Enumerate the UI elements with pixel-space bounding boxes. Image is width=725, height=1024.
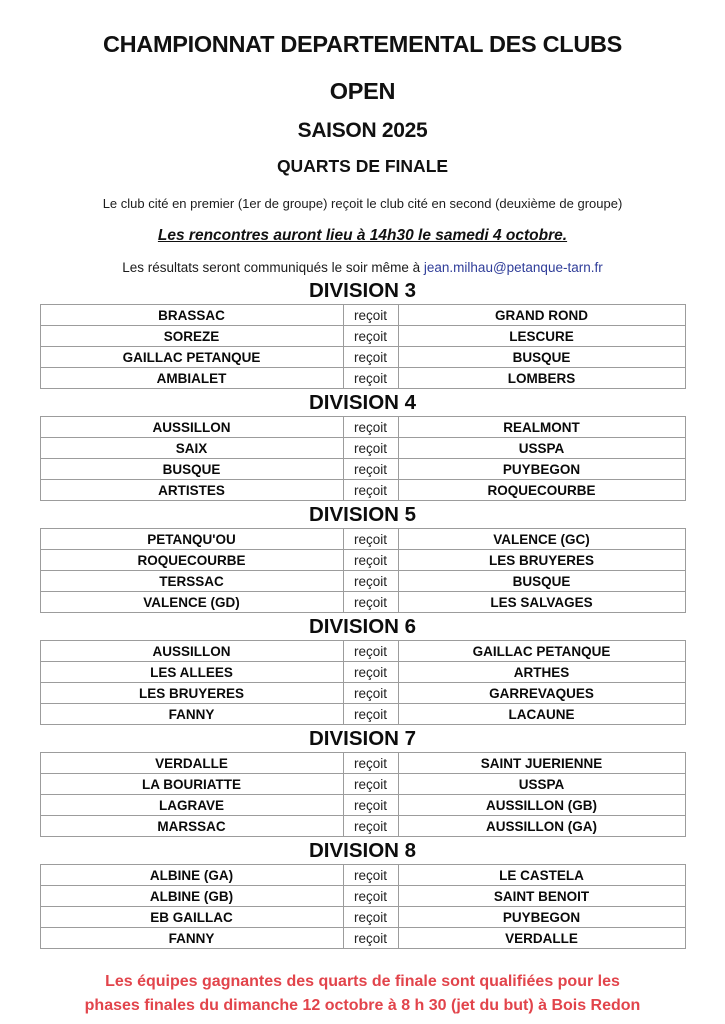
receives-cell: reçoit bbox=[343, 305, 398, 326]
receives-cell: reçoit bbox=[343, 592, 398, 613]
receives-cell: reçoit bbox=[343, 683, 398, 704]
away-club-cell: LES SALVAGES bbox=[398, 592, 685, 613]
division-section bbox=[0, 839, 725, 949]
receives-cell: reçoit bbox=[343, 795, 398, 816]
footer-line1: Les équipes gagnantes des quarts de finale sont qualifiées pour les bbox=[105, 973, 620, 990]
table-row bbox=[40, 305, 685, 326]
home-club-cell: BUSQUE bbox=[40, 459, 343, 480]
table-row bbox=[40, 529, 685, 550]
table-row bbox=[40, 326, 685, 347]
results-prefix: Les résultats seront communiqués le soir même à bbox=[122, 260, 424, 275]
table-row bbox=[40, 641, 685, 662]
footer-note bbox=[0, 970, 725, 1018]
home-club-cell: LES ALLEES bbox=[40, 662, 343, 683]
table-row bbox=[40, 795, 685, 816]
home-club-cell: ALBINE (GB) bbox=[40, 886, 343, 907]
home-club-cell: GAILLAC PETANQUE bbox=[40, 347, 343, 368]
home-club-cell: LAGRAVE bbox=[40, 795, 343, 816]
table-row bbox=[40, 704, 685, 725]
away-club-cell: PUYBEGON bbox=[398, 907, 685, 928]
away-club-cell: GAILLAC PETANQUE bbox=[398, 641, 685, 662]
away-club-cell: AUSSILLON (GB) bbox=[398, 795, 685, 816]
table-row bbox=[40, 592, 685, 613]
table-row bbox=[40, 753, 685, 774]
away-club-cell: LES BRUYERES bbox=[398, 550, 685, 571]
away-club-cell: ROQUECOURBE bbox=[398, 480, 685, 501]
table-row bbox=[40, 865, 685, 886]
match-table bbox=[40, 304, 686, 389]
table-row bbox=[40, 571, 685, 592]
away-club-cell: GARREVAQUES bbox=[398, 683, 685, 704]
table-row bbox=[40, 662, 685, 683]
table-row bbox=[40, 907, 685, 928]
match-table bbox=[40, 752, 686, 837]
page-title: CHAMPIONNAT DEPARTEMENTAL DES CLUBS bbox=[102, 31, 623, 57]
note-text: Le club cité en premier (1er de groupe) reçoit le club cité en second (deuxième de groupe) bbox=[102, 196, 623, 211]
table-row bbox=[40, 550, 685, 571]
table-row bbox=[40, 928, 685, 949]
email-link[interactable]: jean.milhau@petanque-tarn.fr bbox=[423, 260, 603, 275]
receives-cell: reçoit bbox=[343, 480, 398, 501]
home-club-cell: ROQUECOURBE bbox=[40, 550, 343, 571]
receives-cell: reçoit bbox=[343, 347, 398, 368]
home-club-cell: LA BOURIATTE bbox=[40, 774, 343, 795]
away-club-cell: USSPA bbox=[398, 438, 685, 459]
receives-cell: reçoit bbox=[343, 550, 398, 571]
division-heading: DIVISION 4 bbox=[308, 391, 417, 414]
receives-cell: reçoit bbox=[343, 529, 398, 550]
away-club-cell: AUSSILLON (GA) bbox=[398, 816, 685, 837]
table-row bbox=[40, 683, 685, 704]
home-club-cell: PETANQU'OU bbox=[40, 529, 343, 550]
receives-cell: reçoit bbox=[343, 641, 398, 662]
home-club-cell: ARTISTES bbox=[40, 480, 343, 501]
away-club-cell: BUSQUE bbox=[398, 571, 685, 592]
table-row bbox=[40, 459, 685, 480]
away-club-cell: SAINT BENOIT bbox=[398, 886, 685, 907]
table-row bbox=[40, 368, 685, 389]
receives-cell: reçoit bbox=[343, 774, 398, 795]
home-club-cell: VERDALLE bbox=[40, 753, 343, 774]
away-club-cell: LOMBERS bbox=[398, 368, 685, 389]
home-club-cell: VALENCE (GD) bbox=[40, 592, 343, 613]
division-section bbox=[0, 279, 725, 389]
receives-cell: reçoit bbox=[343, 886, 398, 907]
home-club-cell: MARSSAC bbox=[40, 816, 343, 837]
receives-cell: reçoit bbox=[343, 753, 398, 774]
home-club-cell: AUSSILLON bbox=[40, 417, 343, 438]
away-club-cell: REALMONT bbox=[398, 417, 685, 438]
division-heading: DIVISION 5 bbox=[308, 503, 417, 526]
home-club-cell: EB GAILLAC bbox=[40, 907, 343, 928]
receives-cell: reçoit bbox=[343, 816, 398, 837]
subtitle-open: OPEN bbox=[329, 78, 396, 104]
away-club-cell: GRAND ROND bbox=[398, 305, 685, 326]
division-heading: DIVISION 6 bbox=[308, 615, 417, 638]
subtitle-round: QUARTS DE FINALE bbox=[276, 156, 449, 176]
subtitle-season: SAISON 2025 bbox=[297, 119, 428, 142]
table-row bbox=[40, 438, 685, 459]
division-section bbox=[0, 615, 725, 725]
away-club-cell: USSPA bbox=[398, 774, 685, 795]
away-club-cell: LE CASTELA bbox=[398, 865, 685, 886]
home-club-cell: LES BRUYERES bbox=[40, 683, 343, 704]
home-club-cell: SOREZE bbox=[40, 326, 343, 347]
away-club-cell: LESCURE bbox=[398, 326, 685, 347]
home-club-cell: TERSSAC bbox=[40, 571, 343, 592]
match-table bbox=[40, 416, 686, 501]
table-row bbox=[40, 816, 685, 837]
home-club-cell: ALBINE (GA) bbox=[40, 865, 343, 886]
receives-cell: reçoit bbox=[343, 417, 398, 438]
receives-cell: reçoit bbox=[343, 459, 398, 480]
table-row bbox=[40, 886, 685, 907]
away-club-cell: PUYBEGON bbox=[398, 459, 685, 480]
division-section bbox=[0, 503, 725, 613]
results-text bbox=[0, 260, 725, 275]
away-club-cell: LACAUNE bbox=[398, 704, 685, 725]
division-section bbox=[0, 727, 725, 837]
away-club-cell: VALENCE (GC) bbox=[398, 529, 685, 550]
receives-cell: reçoit bbox=[343, 326, 398, 347]
division-heading: DIVISION 7 bbox=[308, 727, 417, 750]
receives-cell: reçoit bbox=[343, 928, 398, 949]
divisions-container bbox=[0, 279, 725, 949]
home-club-cell: SAIX bbox=[40, 438, 343, 459]
receives-cell: reçoit bbox=[343, 704, 398, 725]
table-row bbox=[40, 774, 685, 795]
home-club-cell: BRASSAC bbox=[40, 305, 343, 326]
receives-cell: reçoit bbox=[343, 438, 398, 459]
home-club-cell: FANNY bbox=[40, 928, 343, 949]
match-table bbox=[40, 528, 686, 613]
receives-cell: reçoit bbox=[343, 368, 398, 389]
match-table bbox=[40, 640, 686, 725]
away-club-cell: BUSQUE bbox=[398, 347, 685, 368]
match-table bbox=[40, 864, 686, 949]
table-row bbox=[40, 480, 685, 501]
home-club-cell: FANNY bbox=[40, 704, 343, 725]
division-heading: DIVISION 3 bbox=[308, 279, 417, 302]
away-club-cell: VERDALLE bbox=[398, 928, 685, 949]
schedule-text: Les rencontres auront lieu à 14h30 le samedi 4 octobre. bbox=[157, 227, 568, 244]
division-section bbox=[0, 391, 725, 501]
receives-cell: reçoit bbox=[343, 662, 398, 683]
receives-cell: reçoit bbox=[343, 571, 398, 592]
away-club-cell: ARTHES bbox=[398, 662, 685, 683]
receives-cell: reçoit bbox=[343, 865, 398, 886]
footer-line2: phases finales du dimanche 12 octobre à 8 h 30 (jet du but) à Bois Redon bbox=[84, 997, 641, 1014]
away-club-cell: SAINT JUERIENNE bbox=[398, 753, 685, 774]
home-club-cell: AUSSILLON bbox=[40, 641, 343, 662]
division-heading: DIVISION 8 bbox=[308, 839, 417, 862]
home-club-cell: AMBIALET bbox=[40, 368, 343, 389]
table-row bbox=[40, 417, 685, 438]
receives-cell: reçoit bbox=[343, 907, 398, 928]
table-row bbox=[40, 347, 685, 368]
